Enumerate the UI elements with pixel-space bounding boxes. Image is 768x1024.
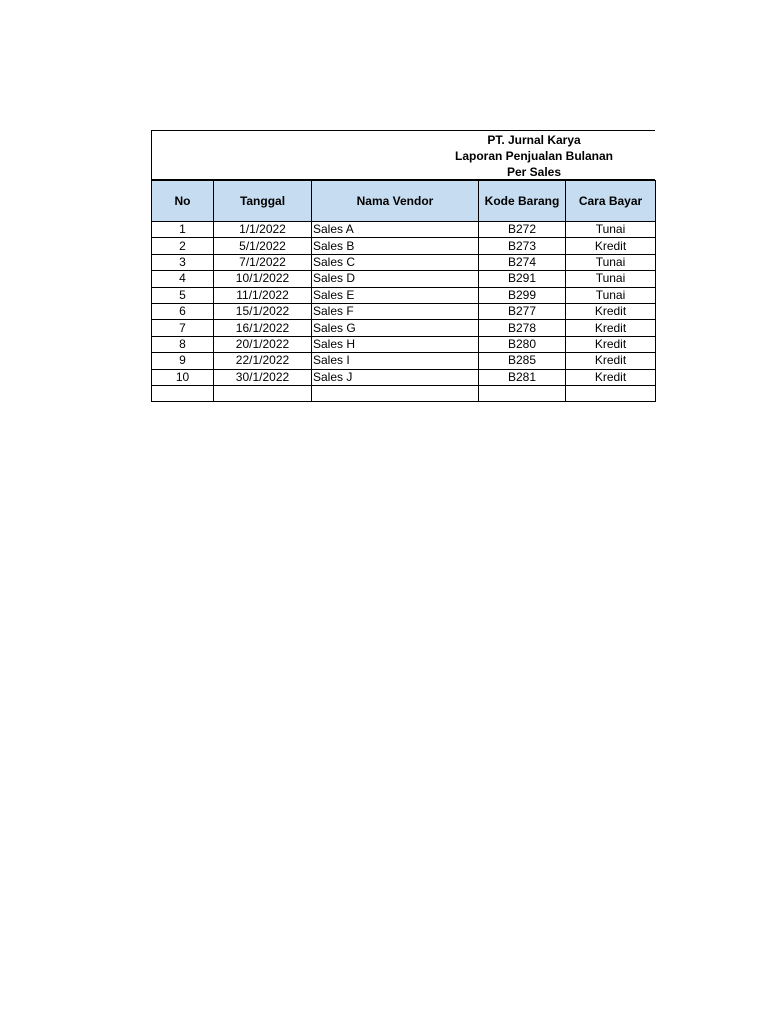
cell-no: 2 <box>152 238 214 254</box>
cell-vendor: Sales D <box>312 271 479 287</box>
empty-cell <box>214 385 312 401</box>
header-tanggal: Tanggal <box>214 181 312 222</box>
cell-tanggal: 20/1/2022 <box>214 336 312 352</box>
cell-vendor: Sales C <box>312 254 479 270</box>
cell-vendor: Sales E <box>312 287 479 303</box>
cell-bayar: Kredit <box>566 336 656 352</box>
cell-bayar: Kredit <box>566 369 656 385</box>
cell-bayar: Kredit <box>566 238 656 254</box>
cell-no: 1 <box>152 222 214 238</box>
cell-no: 8 <box>152 336 214 352</box>
cell-vendor: Sales I <box>312 353 479 369</box>
cell-no: 10 <box>152 369 214 385</box>
cell-bayar: Tunai <box>566 271 656 287</box>
cell-vendor: Sales F <box>312 303 479 319</box>
sales-table <box>151 180 656 402</box>
cell-kode: B272 <box>479 222 566 238</box>
cell-tanggal: 11/1/2022 <box>214 287 312 303</box>
cell-tanggal: 30/1/2022 <box>214 369 312 385</box>
sales-report <box>151 130 655 402</box>
header-kode-barang: Kode Barang <box>479 181 566 222</box>
cell-bayar: Kredit <box>566 303 656 319</box>
company-name: PT. Jurnal Karya <box>487 133 581 147</box>
cell-kode: B281 <box>479 369 566 385</box>
empty-table-row <box>152 385 656 401</box>
table-row <box>152 238 656 254</box>
cell-kode: B291 <box>479 271 566 287</box>
cell-vendor: Sales B <box>312 238 479 254</box>
table-row <box>152 320 656 336</box>
cell-tanggal: 7/1/2022 <box>214 254 312 270</box>
cell-kode: B274 <box>479 254 566 270</box>
report-subtitle: Per Sales <box>506 165 562 179</box>
cell-tanggal: 15/1/2022 <box>214 303 312 319</box>
header-cara-bayar: Cara Bayar <box>566 181 656 222</box>
cell-no: 7 <box>152 320 214 336</box>
cell-tanggal: 16/1/2022 <box>214 320 312 336</box>
cell-vendor: Sales A <box>312 222 479 238</box>
report-title-lines <box>412 131 656 180</box>
empty-cell <box>312 385 479 401</box>
cell-tanggal: 10/1/2022 <box>214 271 312 287</box>
table-row <box>152 369 656 385</box>
cell-kode: B285 <box>479 353 566 369</box>
cell-bayar: Tunai <box>566 287 656 303</box>
table-header-row <box>152 181 656 222</box>
cell-tanggal: 22/1/2022 <box>214 353 312 369</box>
cell-kode: B280 <box>479 336 566 352</box>
table-body <box>152 222 656 402</box>
report-title: Laporan Penjualan Bulanan <box>454 149 614 163</box>
cell-vendor: Sales J <box>312 369 479 385</box>
cell-bayar: Tunai <box>566 222 656 238</box>
cell-bayar: Kredit <box>566 353 656 369</box>
header-nama-vendor: Nama Vendor <box>312 181 479 222</box>
cell-bayar: Tunai <box>566 254 656 270</box>
cell-no: 6 <box>152 303 214 319</box>
report-title-block <box>151 130 655 180</box>
cell-kode: B278 <box>479 320 566 336</box>
cell-bayar: Kredit <box>566 320 656 336</box>
empty-cell <box>566 385 656 401</box>
cell-kode: B273 <box>479 238 566 254</box>
cell-no: 9 <box>152 353 214 369</box>
cell-tanggal: 1/1/2022 <box>214 222 312 238</box>
cell-kode: B299 <box>479 287 566 303</box>
table-row <box>152 254 656 270</box>
cell-tanggal: 5/1/2022 <box>214 238 312 254</box>
cell-vendor: Sales H <box>312 336 479 352</box>
cell-no: 5 <box>152 287 214 303</box>
cell-no: 3 <box>152 254 214 270</box>
table-row <box>152 222 656 238</box>
table-row <box>152 287 656 303</box>
empty-cell <box>479 385 566 401</box>
empty-cell <box>152 385 214 401</box>
cell-kode: B277 <box>479 303 566 319</box>
table-row <box>152 271 656 287</box>
header-no: No <box>152 181 214 222</box>
table-row <box>152 336 656 352</box>
cell-no: 4 <box>152 271 214 287</box>
table-row <box>152 353 656 369</box>
cell-vendor: Sales G <box>312 320 479 336</box>
table-row <box>152 303 656 319</box>
